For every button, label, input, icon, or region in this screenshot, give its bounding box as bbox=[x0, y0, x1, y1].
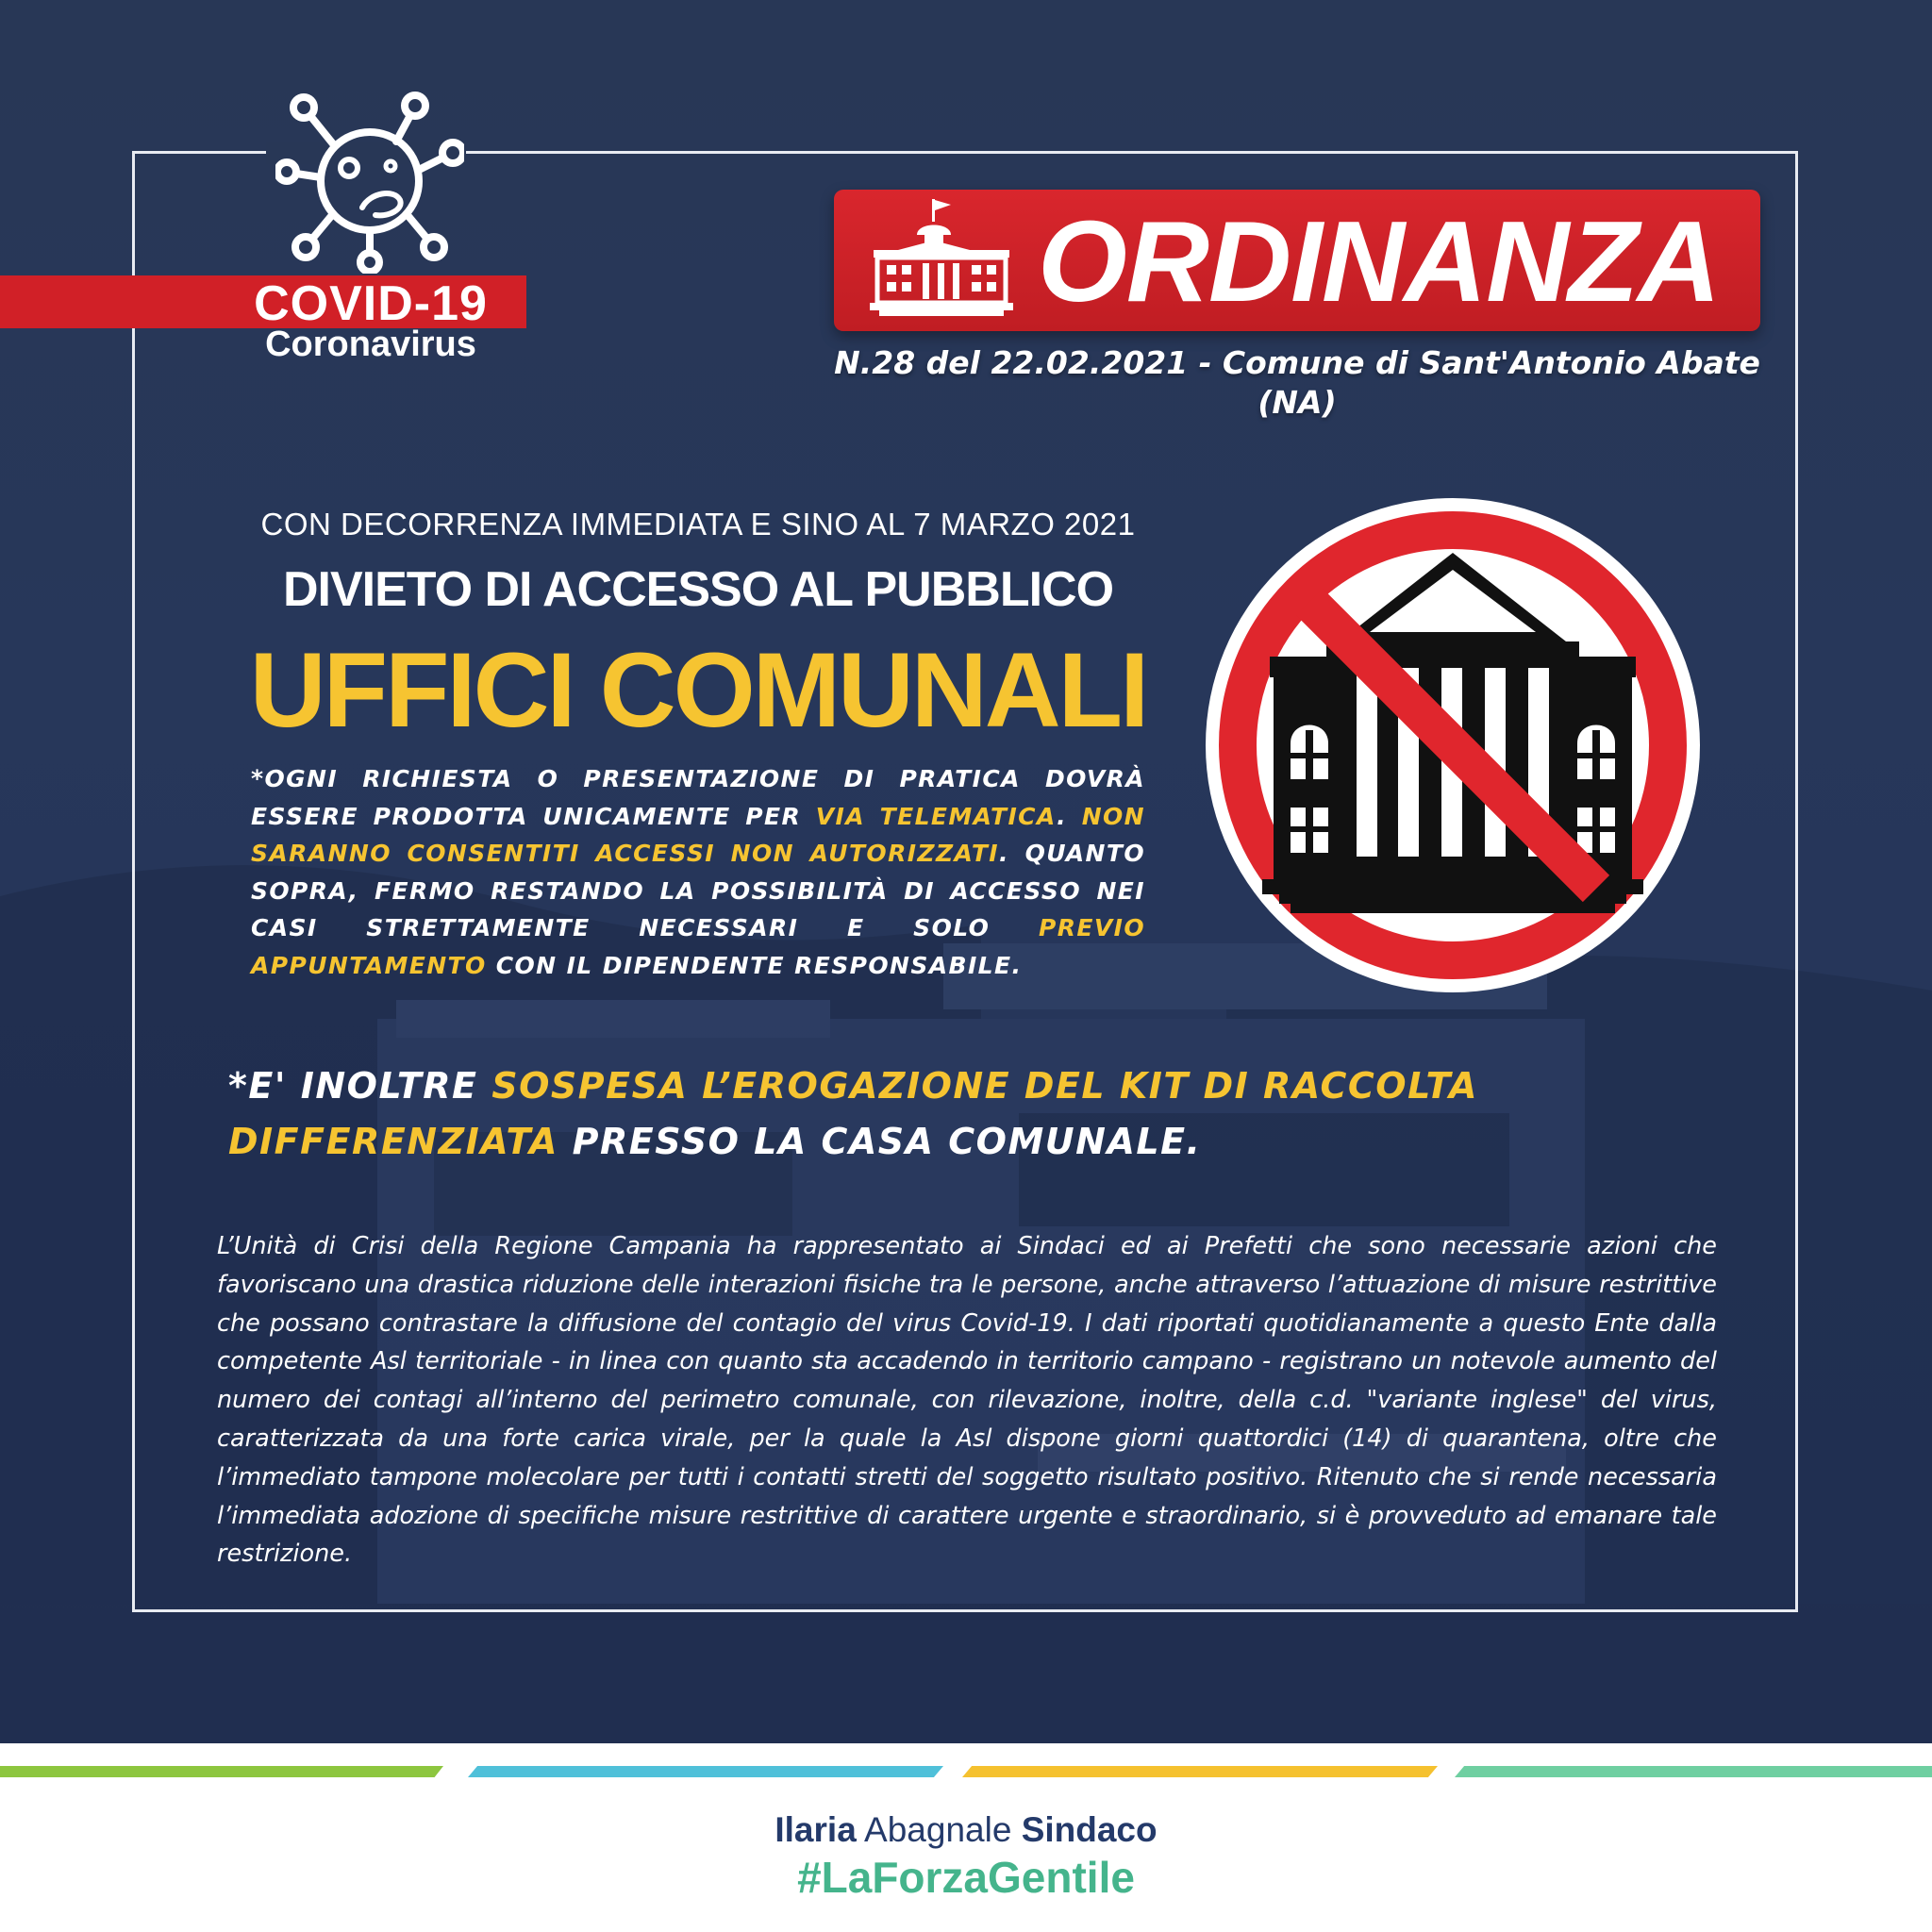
note-text-3: . QUANTO SOPRA, FERMO RESTANDO LA POSSIBILITÀ DI ACCESSO NEI CASI STRETTAMENTE NECESSARI E SOLO bbox=[251, 840, 1145, 941]
stripe-green bbox=[0, 1766, 443, 1777]
ordinanza-reference: N.28 del 22.02.2021 - Comune di Sant'Antonio Abate (NA) bbox=[834, 344, 1760, 421]
town-hall-icon bbox=[870, 197, 1013, 316]
divieto-heading: DIVIETO DI ACCESSO AL PUBBLICO bbox=[282, 562, 1114, 617]
note-highlight-3: PREVIO APPUNTAMENTO bbox=[251, 914, 1145, 979]
inoltre-text-1: *E' INOLTRE bbox=[228, 1065, 492, 1107]
kit-suspension-note bbox=[228, 1058, 1719, 1170]
signature-first-name: Ilaria bbox=[774, 1810, 857, 1849]
decorrenza-line: CON DECORRENZA IMMEDIATA E SINO AL 7 MARZO 2021 bbox=[260, 507, 1136, 541]
note-highlight-1: VIA TELEMATICA bbox=[815, 802, 1058, 830]
note-text-1: *OGNI RICHIESTA O PRESENTAZIONE DI PRATICA DOVRÀ ESSERE PRODOTTA UNICAMENTE PER bbox=[251, 765, 1145, 830]
note-text-4: CON IL DIPENDENTE RESPONSABILE. bbox=[486, 951, 1023, 979]
inoltre-highlight: SOSPESA L’EROGAZIONE DEL KIT DI RACCOLTA DIFFERENZIATA bbox=[228, 1065, 1478, 1162]
campaign-hashtag: #LaForzaGentile bbox=[797, 1853, 1135, 1902]
inoltre-text-2: PRESSO LA CASA COMUNALE. bbox=[558, 1121, 1202, 1162]
ordinanza-title: ORDINANZA bbox=[1038, 197, 1720, 325]
virus-icon bbox=[275, 75, 464, 274]
mayor-signature bbox=[683, 1809, 1249, 1851]
signature-last-name: Abagnale bbox=[864, 1810, 1012, 1849]
note-highlight-2: NON SARANNO CONSENTITI ACCESSI NON AUTORIZZATI bbox=[251, 802, 1145, 867]
uffici-comunali-heading: UFFICI COMUNALI bbox=[249, 631, 1147, 749]
covid-badge-subtitle: Coronavirus bbox=[265, 325, 476, 364]
signature-role: Sindaco bbox=[1021, 1810, 1158, 1849]
no-entry-building-icon bbox=[1204, 496, 1702, 994]
covid-badge-title: COVID-19 bbox=[254, 276, 488, 331]
motivation-paragraph: L’Unità di Crisi della Regione Campania ha rappresentato ai Sindaci ed ai Prefetti che sono necessarie azioni che favoriscano una drastica riduzione delle interazioni fisiche tra le persone, anche attraverso l’attuazione di misure restrittive che possano contrastare la diffusione del contagio del virus Covid-19. I dati riportati quotidianamente a questo Ente dalla competente Asl territoriale - in linea con quanto sta accadendo in territorio campano - registrano un notevole aumento del numero dei contagi all’interno del perimetro comunale, con rilevazione, inoltre, della c.d. "variante inglese" del virus, caratterizzata da una forte carica virale, per la quale la Asl dispone giorni quattordici (14) di quarantena, oltre che l’immediato tampone molecolare per tutti i contatti stretti del soggetto risultato positivo. Ritenuto che si rende necessaria l’immediata adozione di specifiche misure restrittive di carattere urgente e straordinario, si è provveduto ad emanare tale restrizione. bbox=[217, 1232, 1717, 1569]
stripe-teal bbox=[1455, 1766, 1932, 1777]
access-note bbox=[251, 760, 1145, 984]
stripe-blue bbox=[468, 1766, 943, 1777]
stripe-yellow bbox=[962, 1766, 1438, 1777]
note-text-2: . bbox=[1057, 802, 1082, 830]
